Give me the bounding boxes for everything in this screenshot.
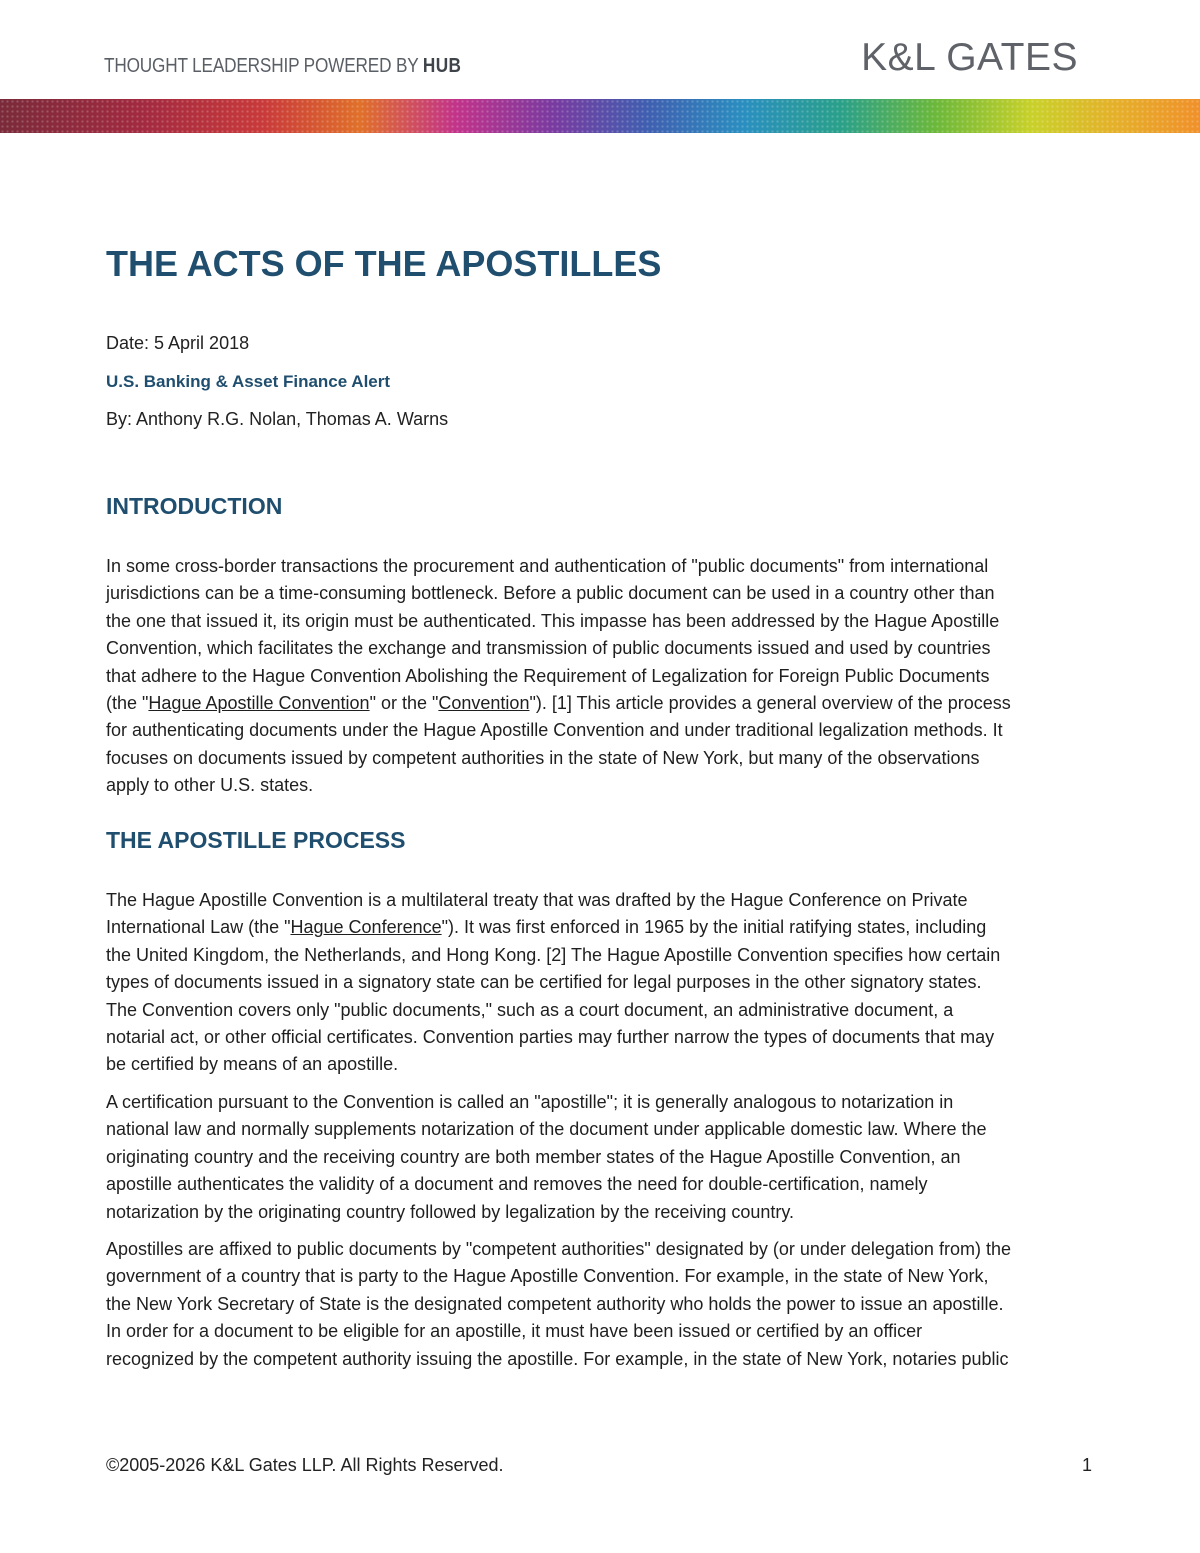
text-line: focuses on documents issued by competent authorities in the state of New York, but many of the observations xyxy=(106,747,980,768)
text-fragment: (the " xyxy=(106,693,149,714)
introduction-paragraph xyxy=(106,553,1096,800)
text-fragment: International Law (the " xyxy=(106,917,291,938)
text-line: the United Kingdom, the Netherlands, and Hong Kong. [2] The Hague Apostille Convention specifies how certain xyxy=(106,944,1001,965)
text-line: The Hague Apostille Convention is a multilateral treaty that was drafted by the Hague Conference on Private xyxy=(106,890,968,910)
text-line: that adhere to the Hague Convention Abolishing the Requirement of Legalization for Foreign Public Documents xyxy=(106,665,990,686)
apostille-process-paragraph-1 xyxy=(106,887,1096,1079)
text-line: Convention, which facilitates the exchange and transmission of public documents issued and used by countries xyxy=(106,638,991,659)
page-number: 1 xyxy=(1081,1455,1092,1475)
hague-conference-link[interactable]: Hague Conference xyxy=(290,917,442,938)
text-line: A certification pursuant to the Convention is called an "apostille"; it is generally analogous to notarization in xyxy=(106,1092,954,1112)
header-color-band xyxy=(0,99,1200,133)
text-line: notarization by the originating country followed by legalization by the receiving country. xyxy=(106,1201,795,1222)
text-line: the one that issued it, its origin must be authenticated. This impasse has been addressed by the Hague Apostille xyxy=(106,610,1000,631)
text-fragment: " or the " xyxy=(369,693,439,714)
text-line xyxy=(106,914,1096,941)
text-line: Apostilles are affixed to public documents by "competent authorities" designated by (or under delegation from) the xyxy=(106,1239,1011,1259)
convention-link[interactable]: Convention xyxy=(438,693,530,714)
footer-copyright: ©2005-2026 K&L Gates LLP. All Rights Reserved. xyxy=(106,1455,504,1475)
text-line: jurisdictions can be a time-consuming bottleneck. Before a public document can be used in a country other than xyxy=(106,583,995,604)
text-line: originating country and the receiving country are both member states of the Hague Apostille Convention, an xyxy=(106,1146,961,1167)
section-heading-introduction: INTRODUCTION xyxy=(106,493,283,519)
text-line: national law and normally supplements notarization of the document under applicable domestic law. Where the xyxy=(106,1119,987,1140)
article-title: THE ACTS OF THE APOSTILLES xyxy=(106,243,662,284)
text-line: notarial act, or other official certificates. Convention parties may further narrow the types of documents that may xyxy=(106,1027,995,1048)
text-line: In order for a document to be eligible for an apostille, it must have been issued or certified by an officer xyxy=(106,1321,923,1342)
text-line: apostille authenticates the validity of a document and removes the need for double-certification, namely xyxy=(106,1174,928,1195)
section-heading-apostille-process: THE APOSTILLE PROCESS xyxy=(106,827,406,853)
hague-apostille-convention-link[interactable]: Hague Apostille Convention xyxy=(148,693,370,714)
article-authors: By: Anthony R.G. Nolan, Thomas A. Warns xyxy=(106,409,449,429)
text-line: for authenticating documents under the Hague Apostille Convention and under traditional legalization methods. It xyxy=(106,720,1003,741)
article-alert-category: U.S. Banking & Asset Finance Alert xyxy=(106,372,391,391)
text-line: The Convention covers only "public documents," such as a court document, an administrative document, a xyxy=(106,999,954,1020)
text-line xyxy=(106,690,1096,717)
text-fragment: "). [1] This article provides a general overview of the process xyxy=(529,693,1011,714)
apostille-process-paragraph-3 xyxy=(106,1236,1096,1373)
tagline-brand: HUB xyxy=(422,55,462,77)
text-line: In some cross-border transactions the procurement and authentication of "public documents" from international xyxy=(106,556,989,576)
text-line: recognized by the competent authority issuing the apostille. For example, in the state of New York, notaries public xyxy=(106,1348,1009,1369)
text-line: types of documents issued in a signatory state can be certified for legal purposes in the other signatory states. xyxy=(106,972,982,993)
article-date: Date: 5 April 2018 xyxy=(106,333,250,353)
text-fragment: "). It was first enforced in 1965 by the initial ratifying states, including xyxy=(441,917,987,938)
tagline-prefix: THOUGHT LEADERSHIP POWERED BY xyxy=(104,55,423,77)
text-line: be certified by means of an apostille. xyxy=(106,1054,399,1075)
text-line: the New York Secretary of State is the designated competent authority who holds the power to issue an apostille. xyxy=(106,1293,1004,1314)
text-line: apply to other U.S. states. xyxy=(106,775,314,796)
header-tagline xyxy=(104,55,461,78)
apostille-process-paragraph-2 xyxy=(106,1089,1096,1226)
text-line: government of a country that is party to the Hague Apostille Convention. For example, in the state of New York, xyxy=(106,1266,989,1287)
kl-gates-logo: K&L GATES xyxy=(861,36,1078,79)
